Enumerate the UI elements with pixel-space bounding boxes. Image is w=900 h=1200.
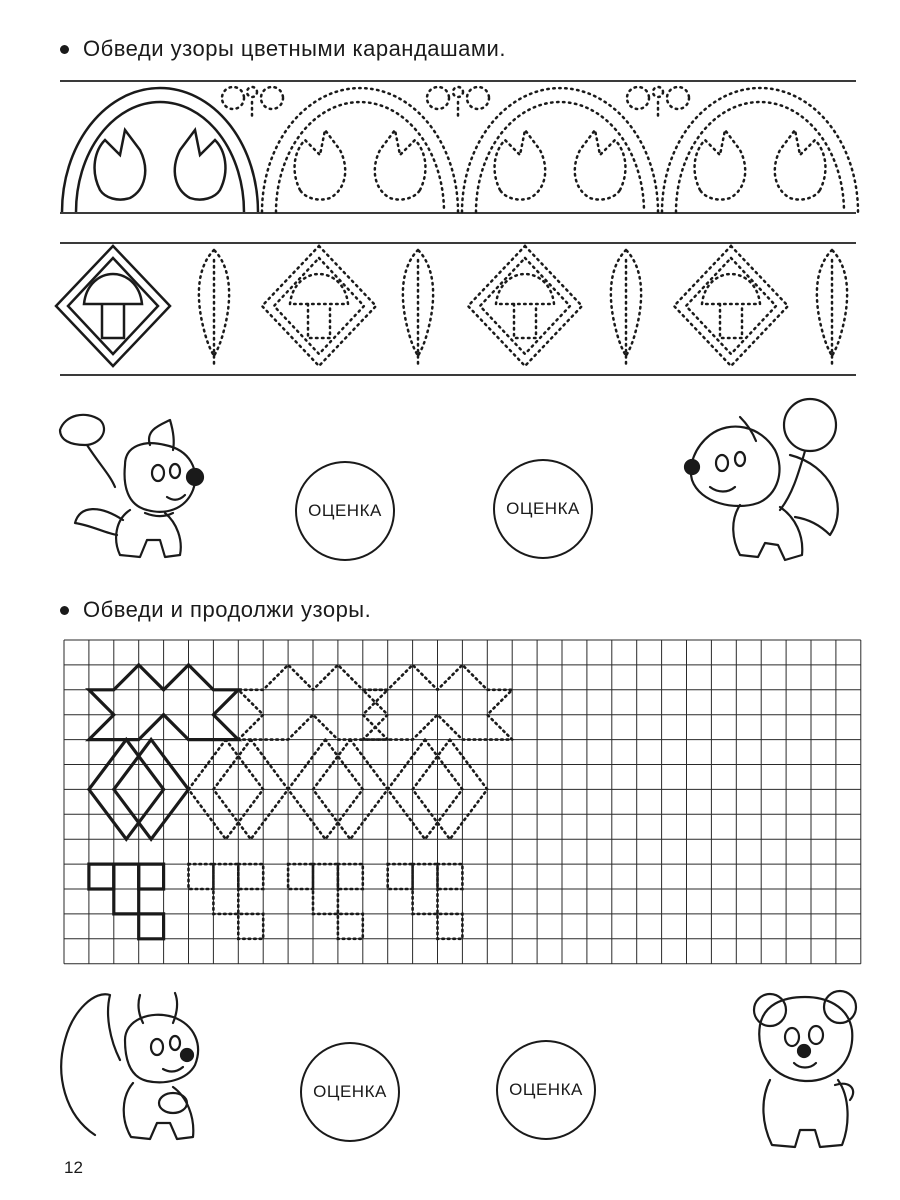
grade-circle-3[interactable] [300, 1042, 400, 1142]
block-pattern [114, 864, 164, 939]
block-pattern [139, 864, 164, 889]
bear-cub-icon [740, 985, 870, 1155]
task2-instruction-text: Обведи и продолжи узоры. [83, 597, 372, 622]
block-pattern [438, 864, 463, 889]
block-pattern [388, 864, 413, 889]
squirrel-with-nut-icon [55, 985, 215, 1150]
grade-label: ОЦЕНКА [509, 1080, 583, 1099]
page-number: 12 [64, 1158, 83, 1177]
task1-instruction-text: Обведи узоры цветными карандашами. [83, 36, 506, 61]
block-pattern [338, 864, 363, 889]
block-pattern [288, 864, 313, 889]
grade-label: ОЦЕНКА [313, 1082, 387, 1101]
grade-circle-4[interactable] [496, 1040, 596, 1140]
block-pattern [238, 864, 263, 889]
block-pattern [189, 864, 214, 889]
grade-label: ОЦЕНКА [506, 499, 580, 518]
grade-label: ОЦЕНКА [308, 501, 382, 520]
block-pattern [89, 864, 114, 889]
